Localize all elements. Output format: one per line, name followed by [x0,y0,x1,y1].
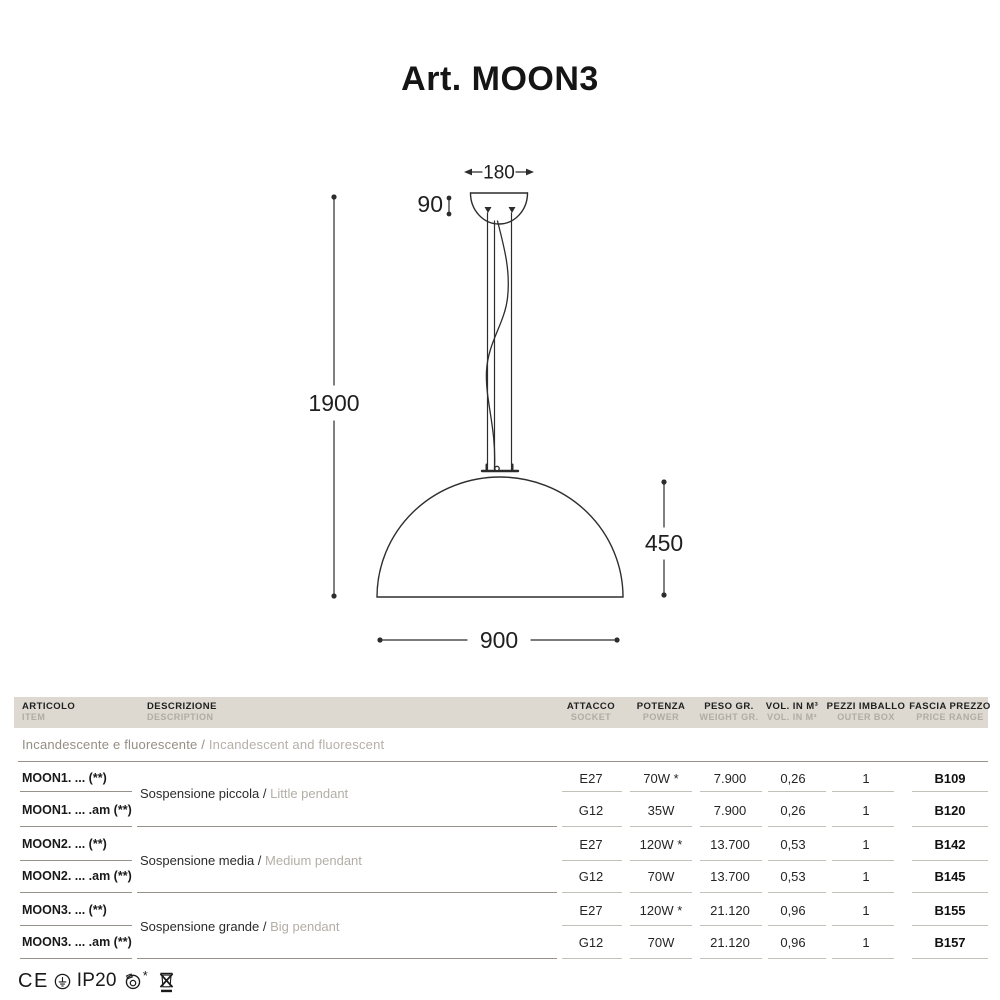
cell-peso: 7.900 [713,771,747,786]
divider [630,892,692,893]
col-header-peso: PESO GR. WEIGHT GR. [699,701,759,722]
cell-description: Sospensione media / Medium pendant [140,853,362,868]
divider [912,925,988,926]
cell-peso: 7.900 [713,803,747,818]
divider [630,826,692,827]
cell-articolo: MOON1. ... .am (**) [22,803,132,817]
lamp-asterisk: * [142,967,148,983]
cell-vol: 0,53 [780,869,806,884]
cable-anchor-right [509,207,516,213]
cell-articolo: MOON2. ... (**) [22,837,107,851]
cell-attacco: E27 [579,771,603,786]
dimension-180 [464,163,534,184]
col-header-articolo: ARTICOLO ITEM [22,701,76,722]
dim-label-180: 180 [483,162,515,184]
divider [912,860,988,861]
divider [630,958,692,959]
divider [562,892,622,893]
cell-fascia: B109 [934,771,966,786]
weee-crossed-bin-icon [158,969,175,994]
dimension-1900 [308,194,359,598]
cell-peso: 13.700 [710,837,750,852]
cell-pezzi: 1 [862,903,870,918]
certification-row [18,966,175,996]
cell-vol: 0,26 [780,771,806,786]
cell-potenza: 70W * [643,771,679,786]
col-header-descrizione: DESCRIZIONE DESCRIPTION [147,701,217,722]
cell-fascia: B120 [934,803,966,818]
earth-class-icon [54,973,71,990]
dome-attachment [482,465,518,472]
divider [832,958,894,959]
cell-potenza: 70W [647,935,675,950]
divider [137,892,557,893]
power-cord [486,221,508,469]
divider [912,826,988,827]
cell-potenza: 70W [647,869,675,884]
divider [768,925,826,926]
dim-label-900: 900 [479,627,519,653]
divider [768,892,826,893]
divider [832,860,894,861]
cell-pezzi: 1 [862,771,870,786]
col-header-pezzi: PEZZI IMBALLO OUTER BOX [826,701,906,722]
divider [700,892,762,893]
divider [700,958,762,959]
divider [18,761,988,762]
dim-label-90: 90 [417,191,443,217]
cell-description: Sospensione piccola / Little pendant [140,786,349,801]
divider [768,826,826,827]
cell-attacco: G12 [578,803,604,818]
divider [20,892,132,893]
divider [700,791,762,792]
divider [137,958,557,959]
cell-pezzi: 1 [862,837,870,852]
col-header-potenza: POTENZA POWER [636,701,686,722]
section-header: Incandescente e fluorescente / Incandescent and fluorescent [22,737,385,752]
divider [562,791,622,792]
cell-fascia: B142 [934,837,966,852]
divider [20,791,132,792]
divider [562,826,622,827]
col-header-vol: VOL. IN M³ VOL. IN M³ [765,701,819,722]
divider [562,860,622,861]
divider [630,860,692,861]
divider [832,826,894,827]
cell-articolo: MOON3. ... (**) [22,903,107,917]
divider [562,925,622,926]
col-header-fascia: FASCIA PREZZO PRICE RANGE [909,701,991,722]
divider [700,826,762,827]
cell-potenza: 120W * [639,903,683,918]
shielded-lamp-icon [124,972,142,990]
col-header-attacco: ATTACCO SOCKET [566,701,616,722]
divider [700,925,762,926]
divider [137,826,557,827]
cell-articolo: MOON1. ... (**) [22,771,107,785]
divider [20,860,132,861]
cell-fascia: B145 [934,869,966,884]
divider [768,791,826,792]
cell-fascia: B157 [934,935,966,950]
cell-peso: 13.700 [710,869,750,884]
cell-pezzi: 1 [862,803,870,818]
divider [768,958,826,959]
divider [912,791,988,792]
cell-articolo: MOON3. ... .am (**) [22,935,132,949]
cell-potenza: 120W * [639,837,683,852]
cell-vol: 0,53 [780,837,806,852]
cell-pezzi: 1 [862,869,870,884]
divider [832,892,894,893]
cell-vol: 0,96 [780,903,806,918]
dim-label-450: 450 [644,530,684,556]
divider [20,958,132,959]
cell-attacco: G12 [578,935,604,950]
dimension-900 [377,627,619,653]
divider [832,925,894,926]
ip-rating-label: IP20 [76,970,117,991]
cell-attacco: G12 [578,869,604,884]
divider [912,958,988,959]
cell-vol: 0,96 [780,935,806,950]
divider [20,826,132,827]
dimension-450 [645,479,683,597]
divider [832,791,894,792]
cell-pezzi: 1 [862,935,870,950]
cell-attacco: E27 [579,903,603,918]
page-title: Art. MOON3 [401,60,599,98]
divider [912,892,988,893]
divider [630,791,692,792]
cell-description: Sospensione grande / Big pendant [140,919,340,934]
divider [20,925,132,926]
dim-label-1900: 1900 [308,390,360,416]
suspension-cables [488,213,512,470]
ceiling-canopy [471,193,528,224]
cable-anchor-left [485,207,492,213]
divider [700,860,762,861]
divider [562,958,622,959]
divider [630,925,692,926]
dimension-90 [417,191,451,217]
cell-attacco: E27 [579,837,603,852]
ce-mark-icon: CE [18,969,49,992]
divider [768,860,826,861]
cell-articolo: MOON2. ... .am (**) [22,869,132,883]
cell-peso: 21.120 [710,903,750,918]
cell-peso: 21.120 [710,935,750,950]
cell-fascia: B155 [934,903,966,918]
dome-shade [377,477,623,597]
cell-vol: 0,26 [780,803,806,818]
cell-potenza: 35W [647,803,675,818]
